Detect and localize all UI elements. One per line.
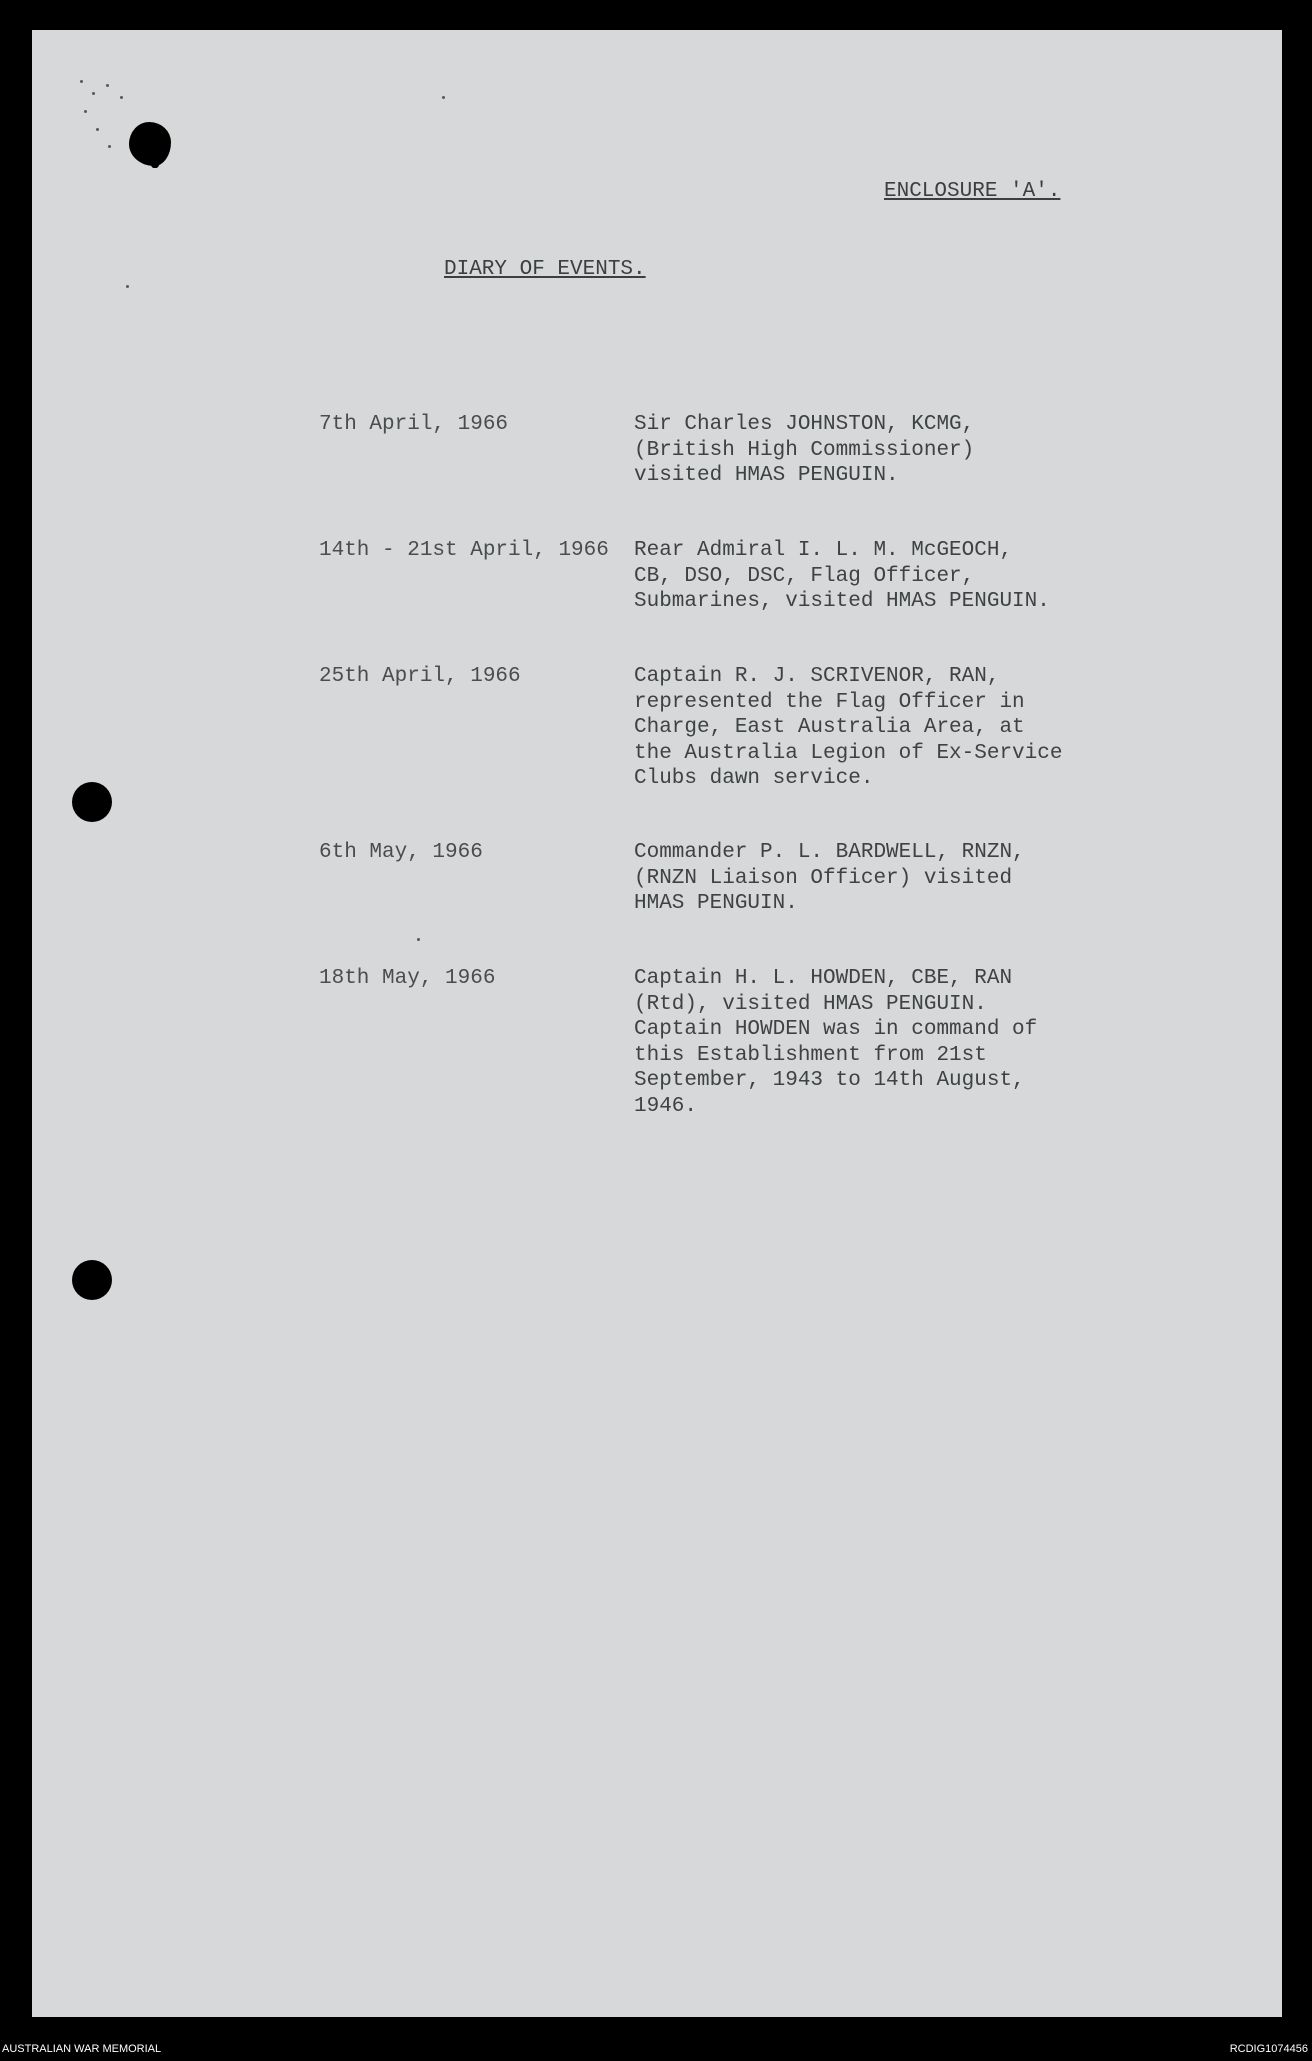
- paper-speck: [80, 80, 83, 83]
- punch-hole: [72, 1260, 112, 1300]
- entry-date: 6th May, 1966: [319, 841, 483, 864]
- paper-speck: [92, 92, 95, 95]
- entry-date: 14th - 21st April, 1966: [319, 539, 609, 562]
- entry-line: Captain H. L. HOWDEN, CBE, RAN: [634, 967, 1013, 990]
- entry-line: Charge, East Australia Area, at: [634, 716, 1025, 739]
- entry-description: [634, 538, 1050, 615]
- entry-line: Captain R. J. SCRIVENOR, RAN,: [634, 665, 1000, 688]
- entry-line: visited HMAS PENGUIN.: [634, 464, 899, 487]
- entry-line: this Establishment from 21st: [634, 1043, 987, 1067]
- entry-line: Commander P. L. BARDWELL, RNZN,: [634, 841, 1025, 864]
- paper-speck: [106, 84, 109, 87]
- entry-date: 25th April, 1966: [319, 665, 521, 688]
- entry-line: Rear Admiral I. L. M. McGEOCH,: [634, 539, 1013, 562]
- paper-speck: [442, 96, 445, 99]
- paper-speck: [126, 285, 129, 288]
- entry-line: Sir Charles JOHNSTON, KCMG,: [634, 413, 975, 436]
- record-identifier: RCDIG1074456: [1229, 2043, 1308, 2055]
- entry-line: Clubs dawn service.: [634, 767, 874, 790]
- punch-hole: [72, 782, 112, 822]
- entry-line: Captain HOWDEN was in command of: [634, 1018, 1038, 1041]
- entry-line: (Rtd), visited HMAS PENGUIN.: [634, 992, 987, 1016]
- entry-date: 18th May, 1966: [319, 967, 496, 990]
- document-page: [32, 30, 1282, 2017]
- archive-credit: AUSTRALIAN WAR MEMORIAL: [2, 2043, 162, 2055]
- entry-line: CB, DSO, DSC, Flag Officer,: [634, 564, 975, 588]
- entry-description: [634, 412, 974, 489]
- entry-line: September, 1943 to 14th August,: [634, 1069, 1025, 1092]
- paper-speck: [108, 145, 111, 148]
- entry-date: 7th April, 1966: [319, 413, 509, 436]
- entry-description: [634, 966, 1037, 1119]
- entry-line: (British High Commissioner): [634, 438, 975, 462]
- torn-corner-hole-tail: [150, 150, 160, 168]
- paper-speck: [96, 128, 99, 131]
- entry-line: represented the Flag Officer in: [634, 690, 1025, 714]
- enclosure-heading: ENCLOSURE 'A'.: [884, 180, 1061, 203]
- paper-speck: [120, 96, 123, 99]
- paper-speck: [417, 938, 420, 941]
- entry-line: (RNZN Liaison Officer) visited: [634, 866, 1013, 890]
- entry-line: the Australia Legion of Ex-Service: [634, 741, 1063, 765]
- entry-description: [634, 840, 1025, 917]
- document-title: DIARY OF EVENTS.: [444, 258, 646, 281]
- paper-speck: [84, 110, 87, 113]
- entry-line: HMAS PENGUIN.: [634, 892, 798, 915]
- entry-line: 1946.: [634, 1094, 698, 1118]
- entry-line: Submarines, visited HMAS PENGUIN.: [634, 590, 1050, 613]
- entry-description: [634, 664, 1062, 792]
